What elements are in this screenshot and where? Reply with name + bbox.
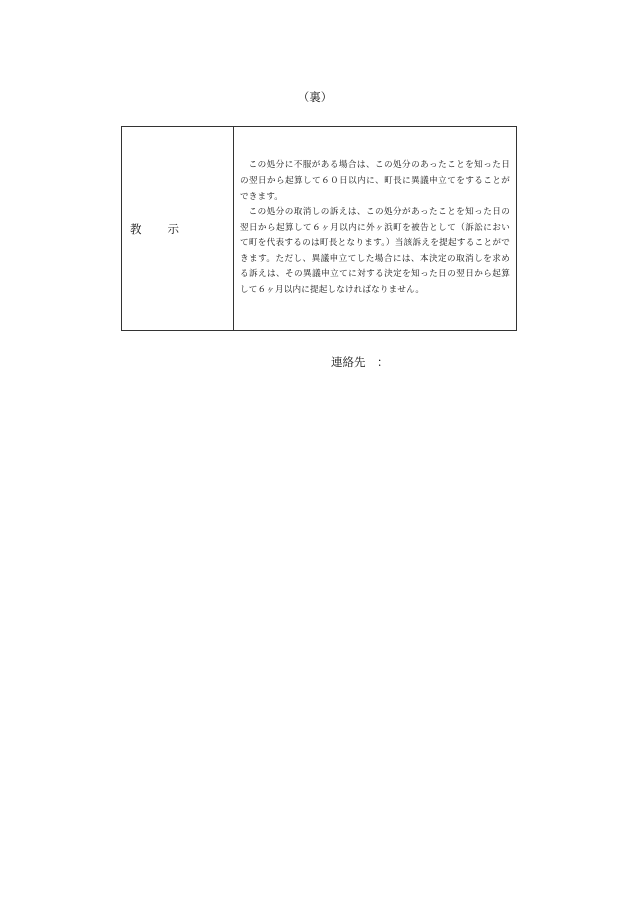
notice-paragraph-lawsuit: この処分の取消しの訴えは、この処分があったことを知った日の翌日から起算して６ヶ月以内に外ヶ浜町を被告として（訴訟において町を代表するのは町長となります。）当該訴えを提起することができます。ただし、異議申立てした場合には、本決定の取消しを求める訴えは、その異議申立てに対する決定を知った日の翌日から起算して６ヶ月以内に提起しなければなりません。 bbox=[240, 207, 510, 296]
notice-table bbox=[121, 126, 517, 331]
notice-label-char-2: 示 bbox=[167, 221, 179, 236]
notice-label bbox=[122, 221, 233, 237]
notice-label-cell bbox=[122, 127, 234, 331]
contact-label: 連絡先 ： bbox=[331, 355, 389, 369]
notice-body-cell bbox=[234, 127, 517, 331]
page-heading: （裏） bbox=[297, 90, 333, 104]
notice-paragraph-objection: この処分に不服がある場合は、この処分のあったことを知った日の翌日から起算して６０日以内に、町長に異議申立てをすることができます。 bbox=[240, 160, 510, 202]
notice-row bbox=[122, 127, 517, 331]
notice-label-char-1: 教 bbox=[130, 221, 142, 236]
